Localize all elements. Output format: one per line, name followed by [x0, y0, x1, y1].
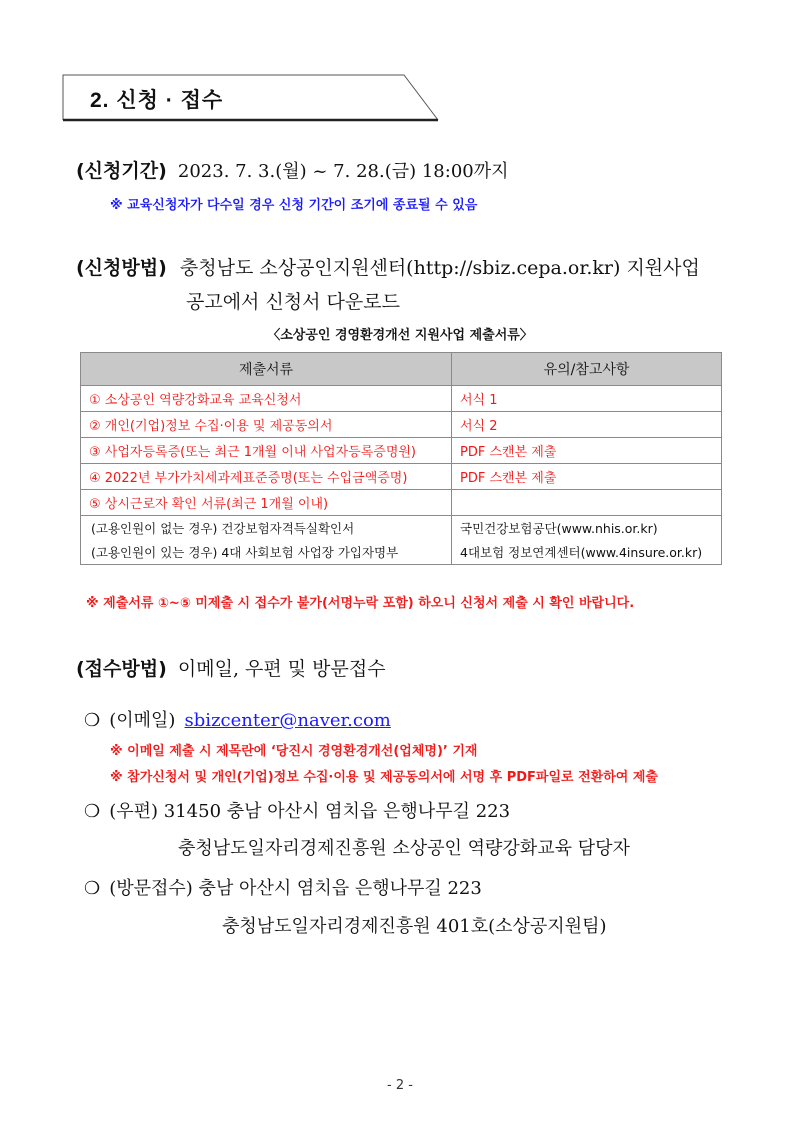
table-row — [81, 464, 722, 490]
note-cell: 서식 2 — [452, 412, 722, 438]
email-line — [84, 706, 391, 732]
receipt-line — [76, 654, 386, 681]
table-sub-row — [81, 516, 722, 541]
visit-address: (방문접수) 충남 아산시 염치읍 은행나무길 223 — [109, 878, 482, 899]
email-note-1: ※ 이메일 제출 시 제목란에 ‘당진시 경영환경개선(업체명)’ 기재 — [110, 744, 478, 759]
method-text-1: 충청남도 소상공인지원센터(http://sbiz.cepa.or.kr) 지원사업 — [179, 257, 700, 279]
visit-line — [84, 874, 482, 900]
table-header-row — [81, 353, 722, 386]
doc-cell: ⑤ 상시근로자 확인 서류(최근 1개월 이내) — [81, 490, 452, 516]
method-line1 — [76, 253, 700, 280]
table-warning: ※ 제출서류 ①~⑤ 미제출 시 접수가 불가(서명누락 포함) 하오니 신청서 제출 시 확인 바랍니다. — [86, 596, 635, 611]
receipt-label: (접수방법) — [76, 658, 167, 680]
period-line — [76, 156, 509, 183]
sub-note-cell: 국민건강보험공단(www.nhis.or.kr) — [452, 516, 722, 541]
receipt-value: 이메일, 우편 및 방문접수 — [177, 658, 386, 680]
doc-cell: ① 소상공인 역량강화교육 교육신청서 — [81, 386, 452, 412]
note-cell: PDF 스캔본 제출 — [452, 438, 722, 464]
documents-table — [80, 352, 722, 565]
table-row — [81, 490, 722, 516]
circle-bullet-icon: ❍ — [84, 710, 101, 731]
doc-cell: ② 개인(기업)정보 수집·이용 및 제공동의서 — [81, 412, 452, 438]
page-number: - 2 - — [387, 1078, 413, 1093]
note-cell: 서식 1 — [452, 386, 722, 412]
email-link[interactable]: sbizcenter@naver.com — [184, 710, 391, 731]
sub-doc-cell: (고용인원이 있는 경우) 4대 사회보험 사업장 가입자명부 — [81, 540, 452, 565]
circle-bullet-icon: ❍ — [84, 801, 101, 822]
header-note: 유의/참고사항 — [452, 353, 722, 386]
sub-doc-cell: (고용인원이 없는 경우) 건강보험자격득실확인서 — [81, 516, 452, 541]
visit-office: 충청남도일자리경제진흥원 401호(소상공지원팀) — [222, 916, 607, 937]
email-label: (이메일) — [109, 710, 176, 731]
table-row — [81, 438, 722, 464]
section-title-box — [62, 74, 438, 120]
table-row — [81, 412, 722, 438]
post-address: (우편) 31450 충남 아산시 염치읍 은행나무길 223 — [109, 801, 511, 822]
post-line — [84, 797, 510, 823]
section-title: 2. 신청 · 접수 — [90, 89, 224, 112]
table-caption: 〈소상공인 경영환경개선 지원사업 제출서류〉 — [267, 328, 533, 343]
period-value: 2023. 7. 3.(월) ~ 7. 28.(금) 18:00까지 — [177, 161, 509, 182]
period-label: (신청기간) — [76, 160, 167, 182]
period-note: ※ 교육신청자가 다수일 경우 신청 기간이 조기에 종료될 수 있음 — [110, 198, 478, 213]
sub-note-cell: 4대보험 정보연계센터(www.4insure.or.kr) — [452, 540, 722, 565]
table-row — [81, 386, 722, 412]
doc-cell: ④ 2022년 부가가치세과제표준증명(또는 수입금액증명) — [81, 464, 452, 490]
circle-bullet-icon: ❍ — [84, 878, 101, 899]
method-text-2: 공고에서 신청서 다운로드 — [186, 291, 400, 313]
header-doc: 제출서류 — [81, 353, 452, 386]
note-cell — [452, 490, 722, 516]
table-sub-row — [81, 540, 722, 565]
method-label: (신청방법) — [76, 257, 167, 279]
note-cell: PDF 스캔본 제출 — [452, 464, 722, 490]
email-note-2: ※ 참가신청서 및 개인(기업)정보 수집·이용 및 제공동의서에 서명 후 PDF파일로 전환하여 제출 — [110, 770, 658, 785]
post-recipient: 충청남도일자리경제진흥원 소상공인 역량강화교육 담당자 — [178, 838, 630, 859]
doc-cell: ③ 사업자등록증(또는 최근 1개월 이내 사업자등록증명원) — [81, 438, 452, 464]
